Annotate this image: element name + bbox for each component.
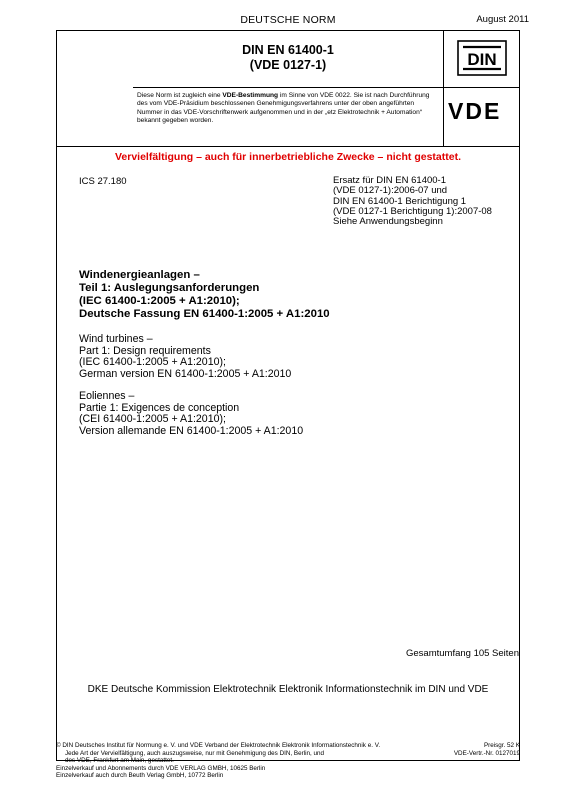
reproduction-warning: Vervielfältigung – auch für innerbetriebliche Zwecke – nicht gestattet. [114, 151, 461, 163]
cover-frame [56, 30, 520, 761]
statement-text-start: Diese Norm ist zugleich eine [137, 92, 223, 99]
title-line: Deutsche Fassung EN 61400-1:2005 + A1:2010 [79, 307, 330, 320]
footer-line: Einzelverkauf auch durch Beuth Verlag GmbH, 10772 Berlin [56, 772, 224, 780]
replacement-line: (VDE 0127-1):2006-07 und [333, 185, 448, 197]
order-number: VDE-Vertr.-Nr. 0127019 [453, 749, 520, 757]
top-bar [56, 14, 529, 28]
title-french [79, 391, 303, 437]
statement-text-end: im Sinne von VDE 0022. Sie ist nach Durchführung des vom VDE-Präsidium beschlossenen Genehmigungsverfahrens unter der oben angeführten Nummer in das VDE-Vorschriftenwerk aufgenommen und in der „etz Elektrotechnik + Automation“ bekannt gegeben worden. [137, 92, 430, 124]
title-line: Part 1: Design requirements [79, 344, 211, 357]
title-line: Partie 1: Exigences de conception [79, 401, 240, 414]
copyright-footer [56, 742, 426, 780]
standard-number: DIN EN 61400-1 [242, 43, 334, 57]
publication-date: August 2011 [476, 14, 529, 25]
vde-logo: VDE [448, 98, 502, 124]
title-line: (IEC 61400-1:2005 + A1:2010); [79, 356, 226, 369]
title-english [79, 334, 291, 380]
price-info [449, 742, 520, 757]
title-german [79, 269, 330, 321]
total-pages: Gesamtumfang 105 Seiten [405, 648, 519, 659]
din-logo-text: DIN [467, 50, 497, 69]
title-line: Version allemande EN 61400-1:2005 + A1:2010 [79, 424, 304, 437]
title-line: (CEI 61400-1:2005 + A1:2010); [79, 413, 226, 426]
price-group: Preisgr. 52 K [483, 742, 520, 749]
dke-committee: DKE Deutsche Kommission Elektrotechnik Elektronik Informationstechnik im DIN und VDE [87, 684, 489, 695]
vde-classification-number: (VDE 0127-1) [249, 58, 327, 72]
replacement-note [333, 176, 492, 227]
standard-number-block [57, 30, 519, 87]
din-logo [457, 40, 507, 76]
title-line: (IEC 61400-1:2005 + A1:2010); [79, 294, 240, 307]
replacement-line: (VDE 0127-1 Berichtigung 1):2007-08 [333, 205, 492, 217]
footer-line: © DIN Deutsches Institut für Normung e. V. und VDE Verband der Elektrotechnik Elektronik Informationstechnik e. V. [56, 742, 381, 749]
statement-bold-term: VDE-Bestimmung [222, 92, 279, 99]
title-line: German version EN 61400-1:2005 + A1:2010 [79, 367, 292, 380]
title-line: Windenergieanlagen – [79, 269, 200, 281]
replacement-line: Ersatz für DIN EN 61400-1 [333, 175, 446, 186]
statement-divider [57, 146, 519, 147]
footer-line: Jede Art der Vervielfältigung, auch auszugsweise, nur mit Genehmigung des DIN, Berlin, und [65, 749, 325, 757]
title-line: Eoliennes – [79, 390, 135, 402]
replacement-line: Siehe Anwendungsbeginn [333, 216, 443, 228]
logo-column-divider [443, 30, 444, 146]
title-line: Teil 1: Auslegungsanforderungen [79, 281, 260, 294]
replacement-line: DIN EN 61400-1 Berichtigung 1 [333, 195, 467, 207]
norm-type-label: DEUTSCHE NORM [240, 14, 336, 26]
vde-statement [137, 92, 439, 125]
footer-line: des VDE, Frankfurt am Main, gestattet. [65, 757, 174, 765]
header-divider [133, 87, 519, 88]
footer-line: Einzelverkauf und Abonnements durch VDE VERLAG GMBH, 10625 Berlin [56, 764, 266, 772]
title-line: Wind turbines – [79, 333, 153, 345]
ics-code: ICS 27.180 [79, 176, 127, 187]
